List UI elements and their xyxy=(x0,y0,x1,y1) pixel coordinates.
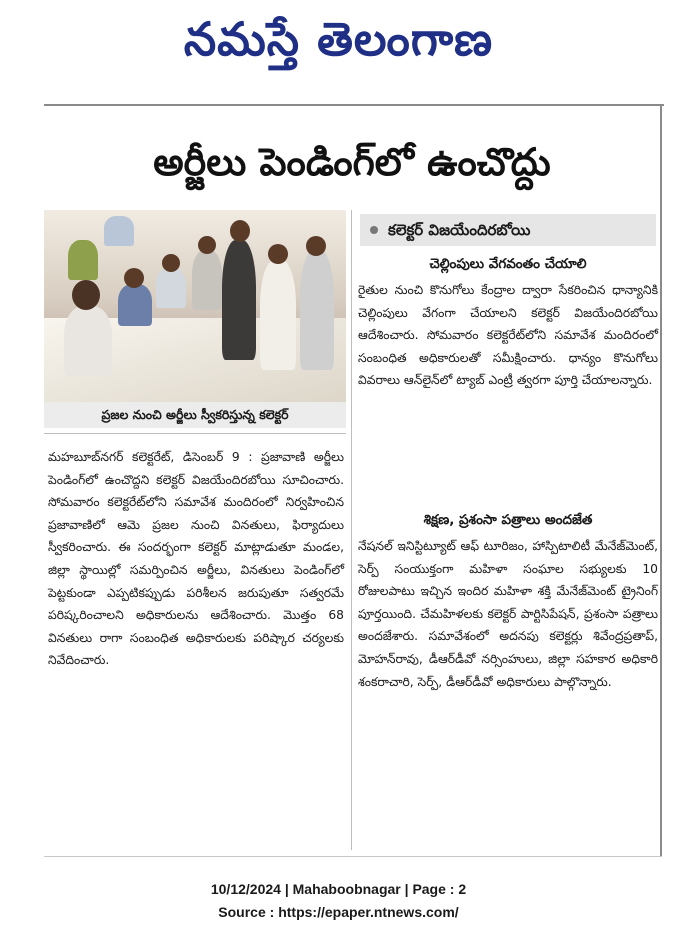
masthead-rule xyxy=(44,104,664,106)
article-headline: అర్జీలు పెండింగ్‌లో ఉంచొద్దు xyxy=(153,140,551,184)
byline-box xyxy=(360,214,656,246)
newspaper-logo: నమస్తే తెలంగాణ xyxy=(183,12,494,66)
footer-date-edition: 10/12/2024 | Mahaboobnagar | Page : 2 xyxy=(210,881,467,897)
left-column-body: మహబూబ్‌నగర్ కలెక్టరేట్, డిసెంబర్ 9 : ప్రజావాణి అర్జీలు పెండింగ్‌లో ఉంచొద్దని కలెక్టర్ విజయేందిరబోయి సూచించారు. సోమవారం కలెక్టరేట్‌లోని సమావేశ మందిరంలో నిర్వహించిన ప్రజావాణిలో ఆమె ప్రజల నుంచి వినతులు, ఫిర్యాదులు స్వీకరించారు. ఈ సందర్భంగా కలెక్టర్ మాట్లాడుతూ మండల, జిల్లా స్థాయిల్లో సమర్పించిన అర్జీలు, వినతులు పెండింగ్‌లో పెట్టకుండా ఎప్పటికప్పుడు పరిశీలన జరుపుతూ సత్వరమే పరిష్కరించాలని అధికారులను ఆదేశించారు. మొత్తం 68 వినతులు రాగా సంబంధిత అధికారులకు పరిష్కార చర్యలకు నివేదించారు. xyxy=(48,450,344,668)
byline-text: కలెక్టర్ విజయేందిరబోయి xyxy=(388,221,531,239)
photo-caption: ప్రజల నుంచి అర్జీలు స్వీకరిస్తున్న కలెక్టర్ xyxy=(44,402,346,428)
payments-body: రైతుల నుంచి కొనుగోలు కేంద్రాల ద్వారా సేకరించిన ధాన్యానికి చెల్లింపులు వేగంగా చేయాలని కలెక్టర్ విజయేందిరబోయి ఆదేశించారు. సోమవారం కలెక్టరేట్‌లోని సమావేశ మందిరంలో సంబంధిత అధికారులతో సమీక్షించారు. ధాన్యం కొనుగోలు వివరాలు ఆన్‌లైన్‌లో ట్యాబ్ ఎంట్రీ త్వరగా పూర్తి చేయాలన్నారు. xyxy=(358,283,658,388)
training-body: నేషనల్ ఇనిస్టిట్యూట్ ఆఫ్ టూరిజం, హాస్పిటాలిటీ మేనేజ్‌మెంట్, సెర్ప్ సంయుక్తంగా మహిళా సంఘాల సభ్యులకు 10 రోజులపాటు ఇచ్చిన ఇందిర మహిళా శక్తి మేనేజ్‌మెంట్ ట్రైనింగ్ పూర్తయింది. చేమహిళలకు కలెక్టర్ పార్టిసిపేషన్, ప్రశంసా పత్రాలు అందజేశారు. సమావేశంలో అదనపు కలెక్టర్లు శివేంద్రప్రతాప్, మోహన్‌రావు, డీఆర్‌డీవో నర్సింహులు, జిల్లా సహకార అధికారి శంకరాచారి, సెర్ప్, డీఆర్‌డీవో అధికారులు పాల్గొన్నారు. xyxy=(358,539,658,689)
footer-source: Source : https://epaper.ntnews.com/ xyxy=(218,904,459,920)
subhead-payments: చెల్లింపులు వేగవంతం చేయాలి xyxy=(429,256,587,272)
footer xyxy=(0,878,677,924)
article-border-right xyxy=(660,106,662,856)
article-border-bottom xyxy=(44,856,662,857)
caption-rule xyxy=(44,433,346,434)
article-photo xyxy=(44,210,346,402)
column-divider xyxy=(351,210,352,850)
subhead-training: శిక్షణ, ప్రశంసా పత్రాలు అందజేత xyxy=(423,512,593,528)
bullet-icon xyxy=(370,226,378,234)
masthead xyxy=(0,0,677,95)
